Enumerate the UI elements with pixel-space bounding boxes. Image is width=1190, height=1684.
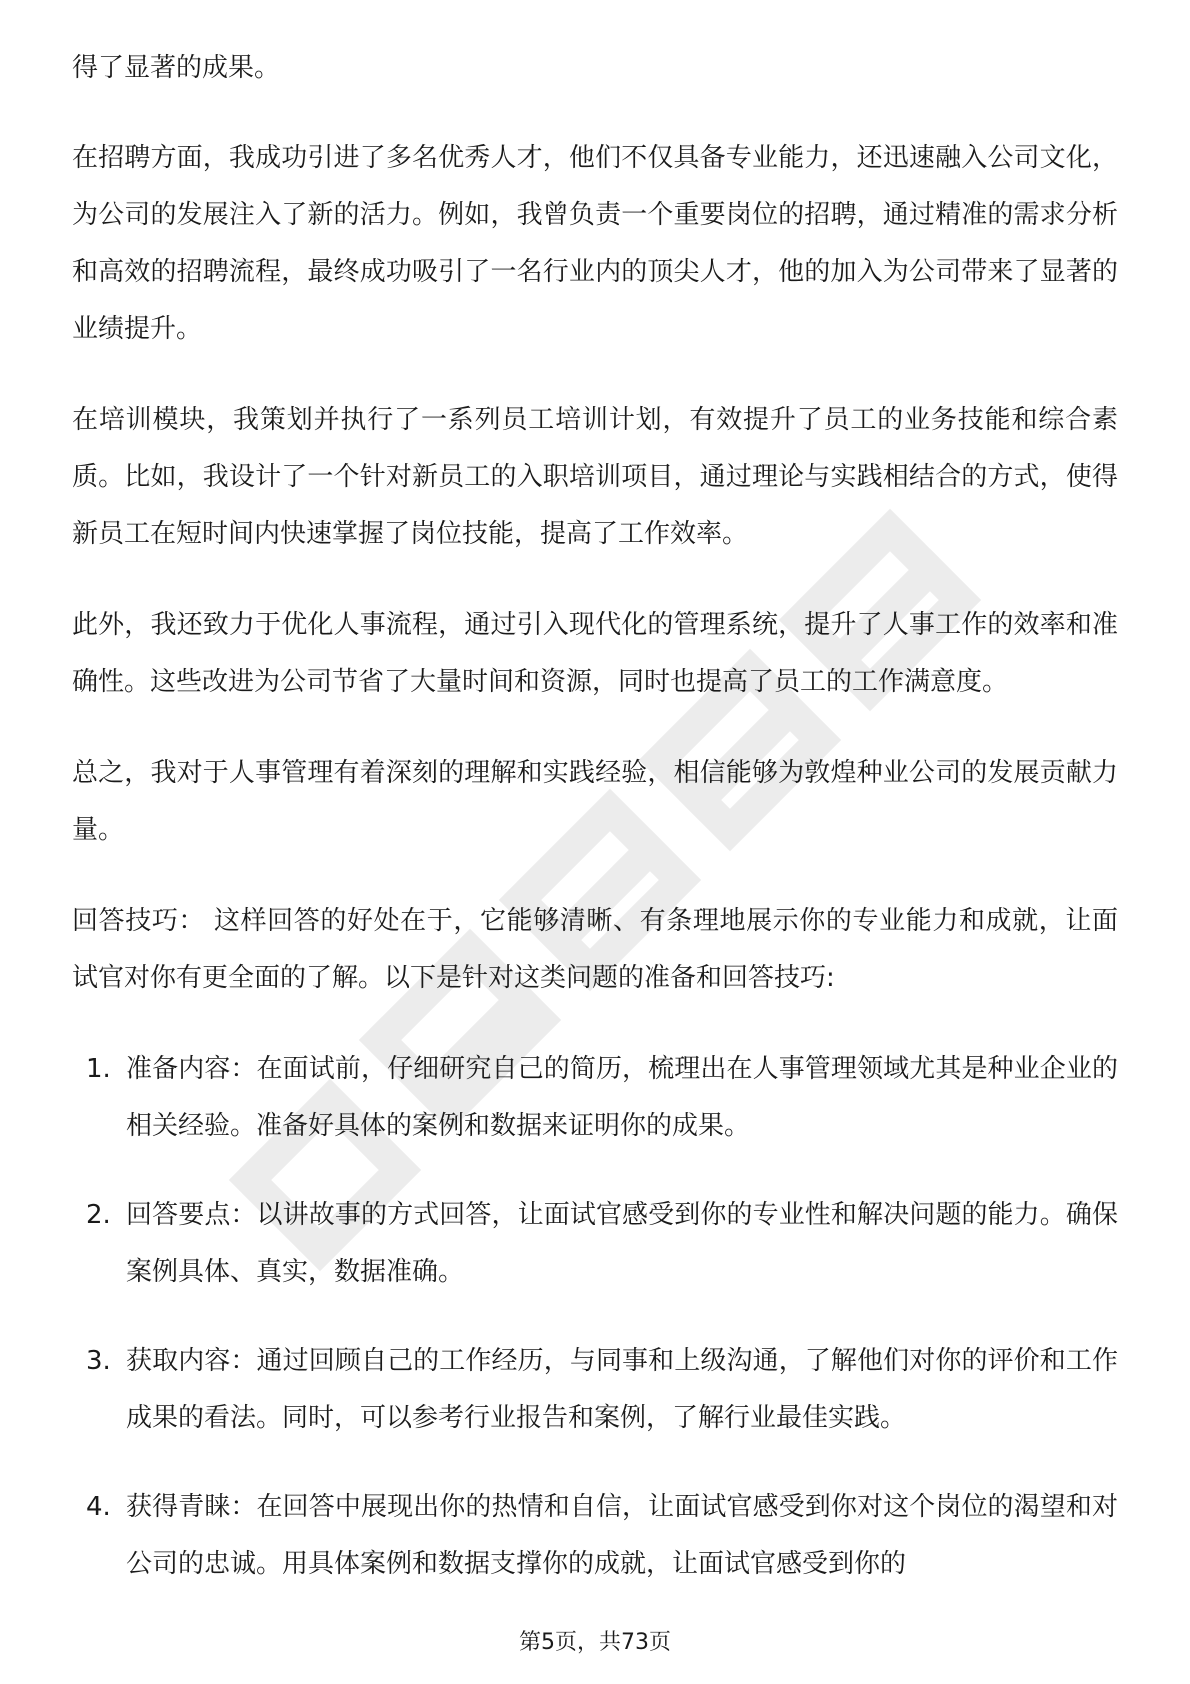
list-item-text: 准备内容：在面试前，仔细研究自己的简历，梳理出在人事管理领域尤其是种业企业的相关经验。准备好具体的案例和数据来证明你的成果。 bbox=[126, 1054, 1118, 1141]
paragraph-summary: 总之，我对于人事管理有着深刻的理解和实践经验，相信能够为敦煌种业公司的发展贡献力量。 bbox=[72, 758, 1118, 845]
paragraph-training: 在培训模块，我策划并执行了一系列员工培训计划，有效提升了员工的业务技能和综合素质。比如，我设计了一个针对新员工的入职培训项目，通过理论与实践相结合的方式，使得新员工在短时间内快速掌握了岗位技能，提高了工作效率。 bbox=[72, 405, 1118, 549]
list-item-text: 回答要点：以讲故事的方式回答，让面试官感受到你的专业性和解决问题的能力。确保案例具体、真实，数据准确。 bbox=[126, 1200, 1118, 1287]
list-item-number: 2. bbox=[86, 1200, 111, 1230]
list-item-text: 获取内容：通过回顾自己的工作经历，与同事和上级沟通，了解他们对你的评价和工作成果的看法。同时，可以参考行业报告和案例，了解行业最佳实践。 bbox=[126, 1346, 1118, 1433]
paragraph-answer-tips: 回答技巧： 这样回答的好处在于，它能够清晰、有条理地展示你的专业能力和成就，让面试官对你有更全面的了解。以下是针对这类问题的准备和回答技巧: bbox=[72, 906, 1118, 993]
list-item bbox=[72, 1333, 1118, 1447]
list-item-number: 3. bbox=[86, 1346, 111, 1376]
document-body bbox=[72, 40, 1118, 1625]
list-item-number: 1. bbox=[86, 1054, 111, 1084]
list-item bbox=[72, 1479, 1118, 1593]
tips-list bbox=[72, 1041, 1118, 1593]
page-number: 第5页，共73页 bbox=[519, 1630, 671, 1655]
list-item bbox=[72, 1041, 1118, 1155]
paragraph-process: 此外，我还致力于优化人事流程，通过引入现代化的管理系统，提升了人事工作的效率和准确性。这些改进为公司节省了大量时间和资源，同时也提高了员工的工作满意度。 bbox=[72, 610, 1118, 697]
list-item-text: 获得青睐：在回答中展现出你的热情和自信，让面试官感受到你对这个岗位的渴望和对公司的忠诚。用具体案例和数据支撑你的成就，让面试官感受到你的 bbox=[126, 1492, 1118, 1579]
paragraph-continuation: 得了显著的成果。 bbox=[72, 53, 281, 83]
list-item-number: 4. bbox=[86, 1492, 111, 1522]
paragraph-recruitment: 在招聘方面，我成功引进了多名优秀人才，他们不仅具备专业能力，还迅速融入公司文化，为公司的发展注入了新的活力。例如，我曾负责一个重要岗位的招聘，通过精准的需求分析和高效的招聘流程，最终成功吸引了一名行业内的顶尖人才，他的加入为公司带来了显著的业绩提升。 bbox=[72, 143, 1118, 344]
list-item bbox=[72, 1187, 1118, 1301]
